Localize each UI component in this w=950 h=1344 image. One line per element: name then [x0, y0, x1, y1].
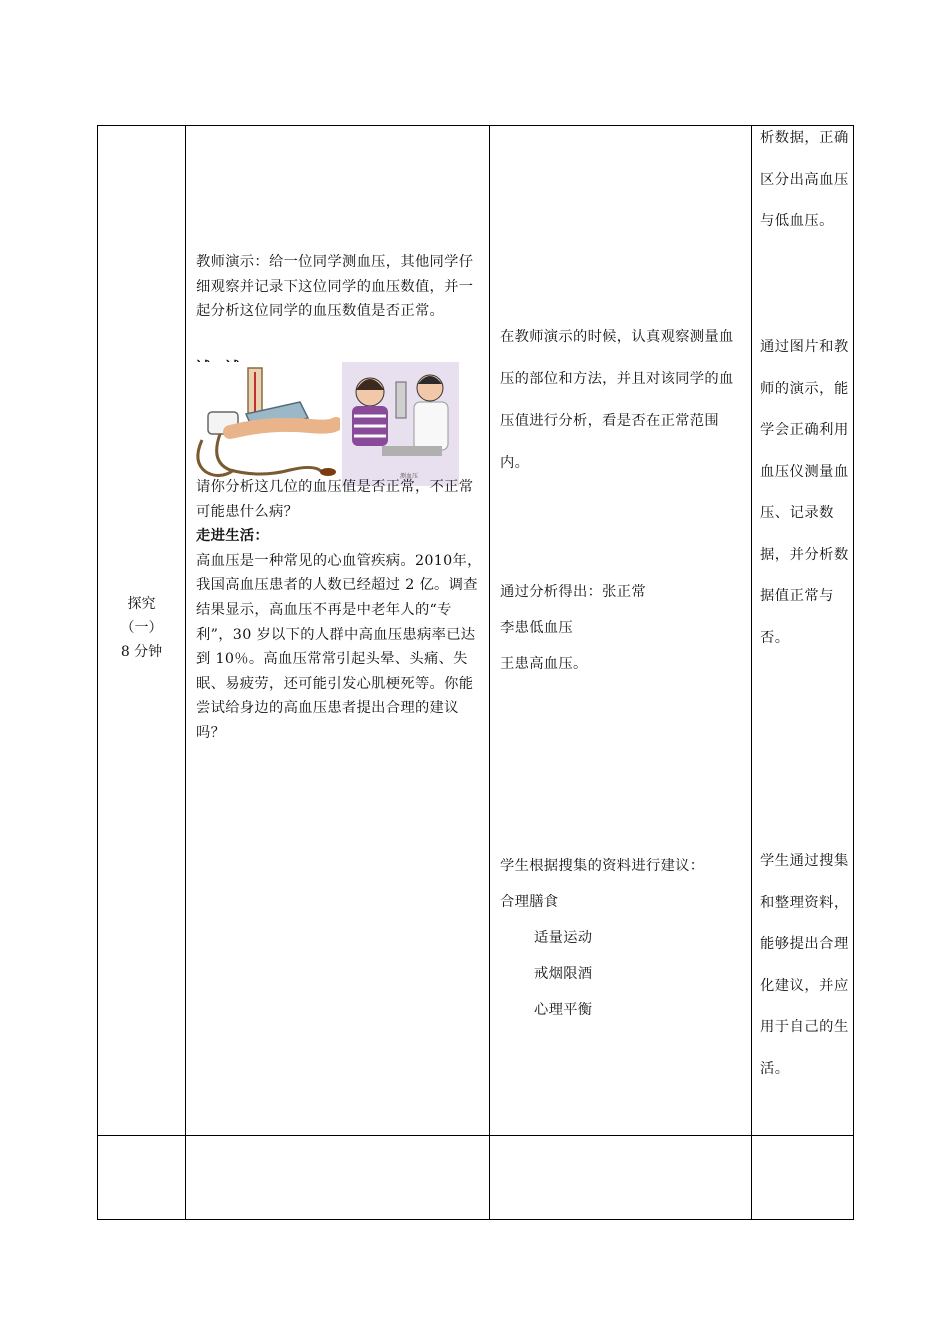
table-row	[98, 1136, 854, 1220]
teacher-activity-cell	[186, 126, 490, 1136]
measuring-blood-pressure-illustration	[342, 362, 459, 486]
stage-label: 探究 （一） 8 分钟	[120, 596, 163, 660]
empty-cell	[752, 1136, 854, 1220]
intent-note-2: 通过图片和教师的演示，能学会正确利用血压仪测量血压、记录数据，并分析数据值正常与否。	[760, 339, 849, 646]
student-observe-text: 在教师演示的时候，认真观察测量血压的部位和方法，并且对该同学的血压值进行分析，看是否在正常范围内。	[500, 329, 734, 471]
lesson-plan-table	[97, 125, 854, 1220]
empty-cell	[490, 1136, 752, 1220]
table-row	[98, 126, 854, 1136]
teacher-demo-text: 教师演示：给一位同学测血压，其他同学仔细观察并记录下这位同学的血压数值，并一起分析这位同学的血压数值是否正常。	[196, 254, 474, 320]
teacher-life-text: 请你分析这几位的血压值是否正常，不正常可能患什么病？ 走进生活： 高血压是一种常见的心血管疾病。2010年，我国高血压患者的人数已经超过 2 亿。调查结果显示，高血压不再是中老年人的“专利”，30 岁以下的人群中高血压患病率已达到 10％。高血压常常引起头晕、头痛、失眠、易疲劳，还可能引发心肌梗死等。你能尝试给身边的高血压患者提出合理的建议吗？	[196, 479, 482, 741]
image-caption: 测血压	[400, 473, 419, 480]
student-activity-cell	[490, 126, 752, 1136]
design-intent-cell	[752, 126, 854, 1136]
student-suggestion-list: 学生根据搜集的资料进行建议： 合理膳食 适量运动 戒烟限酒 心理平衡	[500, 858, 705, 1018]
intent-note-3: 学生通过搜集和整理资料，能够提出合理化建议，并应用于自己的生活。	[760, 853, 849, 1077]
blood-pressure-monitor-illustration	[190, 362, 340, 486]
empty-cell	[98, 1136, 186, 1220]
empty-cell	[186, 1136, 490, 1220]
student-result-text: 通过分析得出：张正常 李患低血压 王患高血压。	[500, 584, 646, 672]
stage-cell	[98, 126, 186, 1136]
intent-note-1: 析数据，正确区分出高血压与低血压。	[760, 130, 849, 229]
